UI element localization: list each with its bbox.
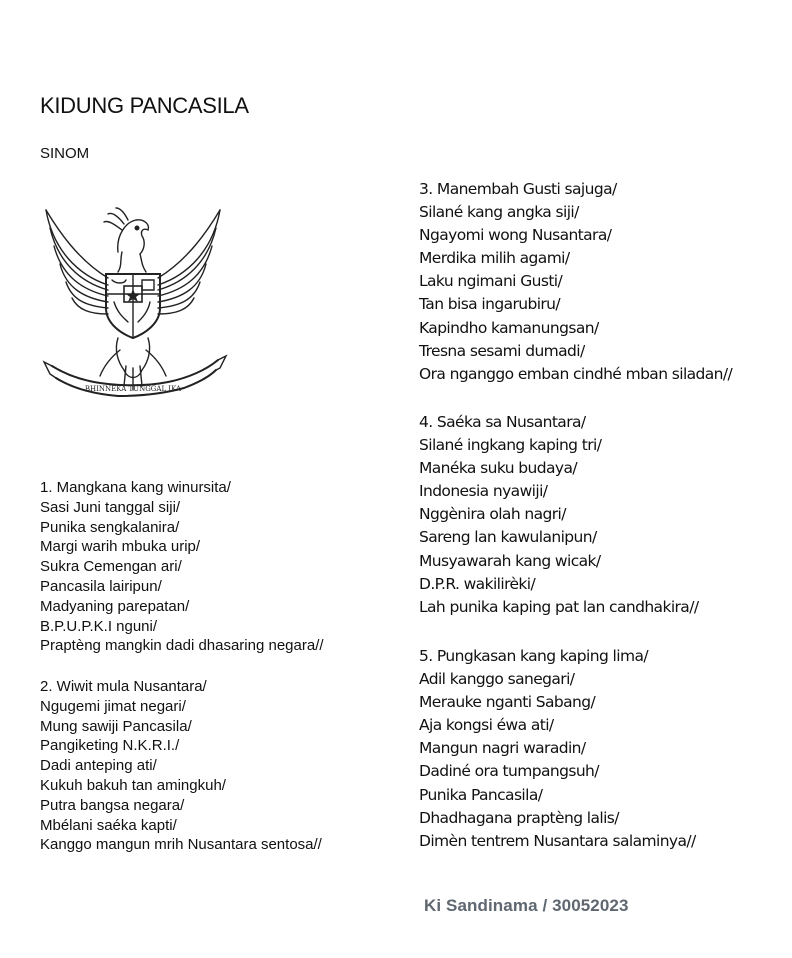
stanza-line: Indonesia nyawiji/ [419, 482, 548, 501]
stanza-line: Nggènira olah nagri/ [419, 505, 566, 524]
stanza-line: Aja kongsi éwa ati/ [419, 716, 554, 735]
stanza-line: 5. Pungkasan kang kaping lima/ [419, 647, 648, 665]
stanza-line: Musyawarah kang wicak/ [419, 551, 601, 570]
stanza-line: Pancasila lairipun/ [40, 577, 162, 595]
stanza-line: Dhadhagana praptèng lalis/ [419, 808, 619, 827]
stanza-line: Ngugemi jimat negari/ [40, 697, 186, 715]
stanza-line: D.P.R. wakilirèki/ [419, 574, 536, 593]
stanza-5 [419, 645, 696, 853]
garuda-pancasila-emblem [38, 190, 228, 415]
stanza-line: Kanggo mangun mrih Nusantara sentosa// [40, 836, 322, 854]
stanza-line: Madyaning parepatan/ [40, 597, 190, 615]
stanza-line: Dimèn tentrem Nusantara salaminya// [419, 831, 696, 850]
stanza-line: 1. Mangkana kang winursita/ [40, 479, 231, 496]
stanza-line: Sareng lan kawulanipun/ [419, 528, 597, 547]
stanza-line: Praptèng mangkin dadi dhasaring negara// [40, 637, 324, 655]
stanza-line: Dadi anteping ati/ [40, 757, 157, 775]
emblem-motto: BHINNEKA TUNGGAL IKA [84, 385, 182, 393]
author-signature: Ki Sandinama / 30052023 [424, 896, 629, 915]
stanza-line: Tresna sesami dumadi/ [419, 341, 585, 360]
stanza-line: Ora nganggo emban cindhé mban siladan// [419, 364, 733, 383]
stanza-2 [40, 677, 322, 855]
stanza-4 [419, 411, 698, 619]
stanza-line: Laku ngimani Gusti/ [419, 272, 563, 291]
stanza-line: Putra bangsa negara/ [40, 796, 185, 814]
stanza-line: Punika Pancasila/ [419, 785, 543, 804]
stanza-line: Adil kanggo sanegari/ [419, 670, 575, 689]
stanza-line: 3. Manembah Gusti sajuga/ [419, 180, 617, 198]
stanza-line: 4. Saéka sa Nusantara/ [419, 413, 586, 431]
stanza-line: 2. Wiwit mula Nusantara/ [40, 678, 207, 695]
stanza-line: Punika sengkalanira/ [40, 518, 180, 536]
document-title: KIDUNG PANCASILA [40, 93, 249, 118]
document-subtitle: SINOM [40, 145, 90, 162]
stanza-line: Kapindho kamanungsan/ [419, 318, 599, 337]
stanza-line: Mung sawiji Pancasila/ [40, 717, 192, 735]
stanza-line: Kukuh bakuh tan amingkuh/ [40, 776, 226, 794]
stanza-line: Merauke nganti Sabang/ [419, 693, 596, 712]
stanza-1 [40, 478, 324, 656]
stanza-line: Pangiketing N.K.R.I./ [40, 737, 180, 755]
stanza-line: Silané ingkang kaping tri/ [419, 436, 602, 455]
stanza-line: Ngayomi wong Nusantara/ [419, 226, 612, 245]
garuda-emblem-drawing [38, 190, 228, 415]
stanza-line: Manéka suku budaya/ [419, 459, 578, 478]
stanza-line: Dadiné ora tumpangsuh/ [419, 762, 599, 781]
stanza-line: Merdika milih agami/ [419, 249, 570, 268]
stanza-line: Mbélani saéka kapti/ [40, 816, 177, 834]
stanza-line: Silané kang angka siji/ [419, 203, 579, 222]
stanza-3 [419, 178, 732, 386]
stanza-line: B.P.U.P.K.I nguni/ [40, 617, 158, 635]
stanza-line: Tan bisa ingarubiru/ [419, 295, 561, 314]
stanza-line: Sasi Juni tanggal siji/ [40, 498, 181, 516]
stanza-line: Lah punika kaping pat lan candhakira// [419, 597, 699, 616]
stanza-line: Mangun nagri waradin/ [419, 739, 586, 758]
stanza-line: Sukra Cemengan ari/ [40, 558, 182, 576]
stanza-line: Margi warih mbuka urip/ [40, 538, 201, 556]
